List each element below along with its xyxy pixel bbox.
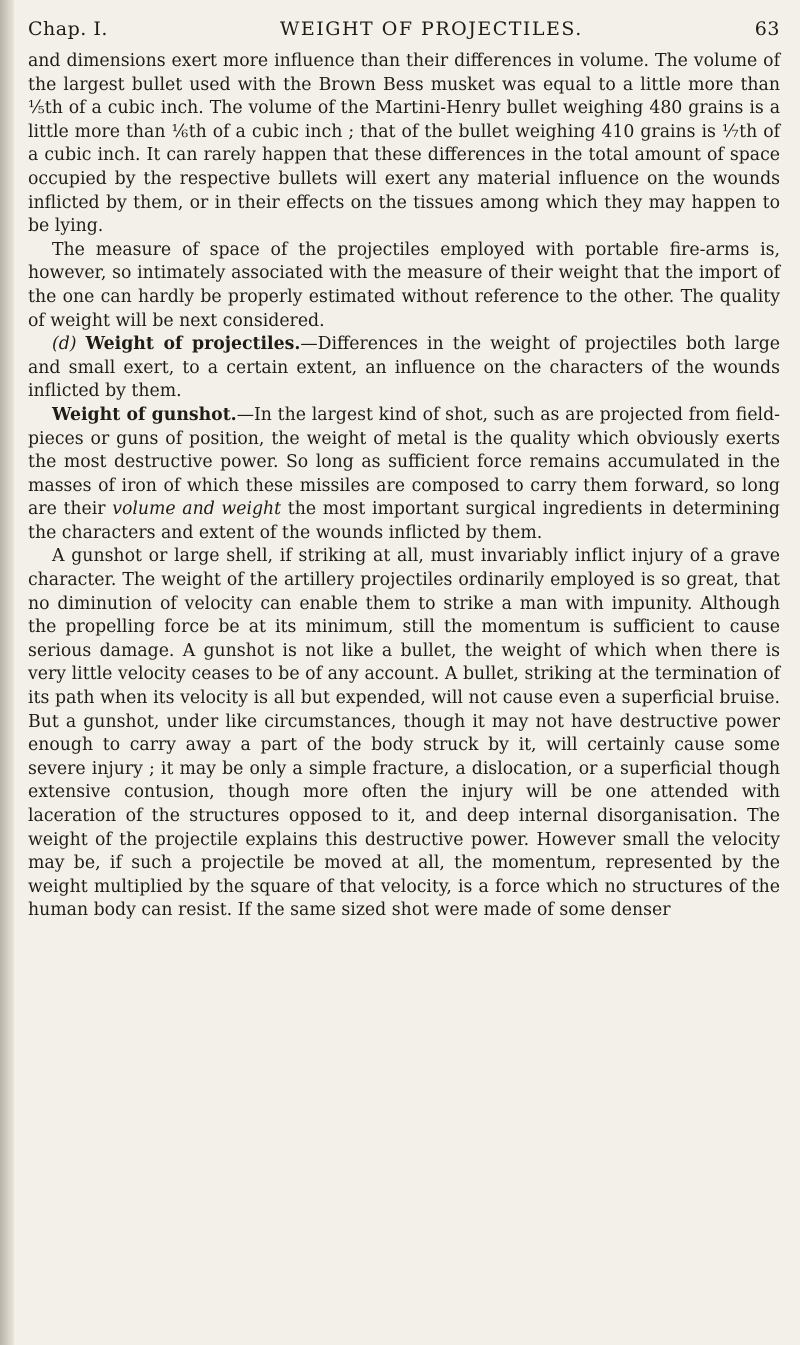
book-page [28, 18, 780, 923]
paragraph-4-text-b: the most important surgical ingredients in determining the characters and extent of the wounds inflicted by them. [28, 499, 780, 543]
paragraph-3 [28, 333, 780, 404]
paragraph-2: The measure of space of the projectiles employed with portable fire-arms is, however, so intimately associated with the measure of their weight that the import of the one can hardly be properly estimated without reference to the other. The quality of weight will be next considered. [28, 239, 780, 331]
section-heading: Weight of projectiles. [85, 334, 301, 355]
paragraph-4 [28, 404, 780, 546]
running-title: WEIGHT OF PROJECTILES. [279, 18, 583, 40]
page-number: 63 [754, 18, 780, 40]
subsection-heading: Weight of gunshot. [52, 404, 237, 425]
paragraph-5: A gunshot or large shell, if striking at all, must invariably inflict injury of a grave character. The weight of the artillery projectiles ordinarily employed is so great, that no diminution of velocity can enable them to strike a man with impunity. Although the propelling force be at its minimum, still the momentum is sufficient to cause serious damage. A gunshot is not like a bullet, the weight of which when there is very little velocity ceases to be of any account. A bullet, striking at the termination of its path when its velocity is all but expended, will not cause even a superficial bruise. But a gunshot, under like circumstances, though it may not have destructive power enough to carry away a part of the body struck by it, will certainly cause some severe injury ; it may be only a simple fracture, a dislocation, or a superficial though extensive contusion, though more often the injury will be one attended with laceration of the structures opposed to it, and deep internal disorganisation. The weight of the projectile explains this destructive power. However small the velocity may be, if such a projectile be moved at all, the momentum, represented by the weight multiplied by the square of that velocity, is a force which no structures of the human body can resist. If the same sized shot were made of some denser [28, 546, 780, 921]
paragraph-1: and dimensions exert more influence than their differences in volume. The volume of the largest bullet used with the Brown Bess musket was equal to a little more than ⅕th of a cubic inch. The volume of the Martini-Henry bullet weighing 480 grains is a little more than ⅙th of a cubic inch ; that of the bullet weighing 410 grains is ⅐th of a cubic inch. It can rarely happen that these differences in the total amount of space occupied by the respective bullets will exert any material influence on the wounds inflicted by them, or in their effects on the tissues among which they may happen to be lying. [28, 51, 780, 237]
paragraph-4-text-a: —In the largest kind of shot, such as are projected from field-pieces or guns of position, the weight of metal is the quality which obviously exerts the most destructive power. So long as sufficient force remains accumulated in the masses of iron of which these missiles are composed to carry them forward, so long are their [28, 404, 780, 520]
body-text [28, 50, 780, 923]
emphasis: volume and weight [112, 499, 282, 520]
paragraph-3-text: —Differences in the weight of projectiles both large and small exert, to a certain extent, an influence on the characters of the wounds inflicted by them. [28, 334, 780, 402]
chapter-label: Chap. I. [28, 18, 108, 40]
section-label: (d) [52, 334, 77, 355]
running-head [28, 18, 780, 40]
book-gutter-shadow [0, 0, 14, 1345]
